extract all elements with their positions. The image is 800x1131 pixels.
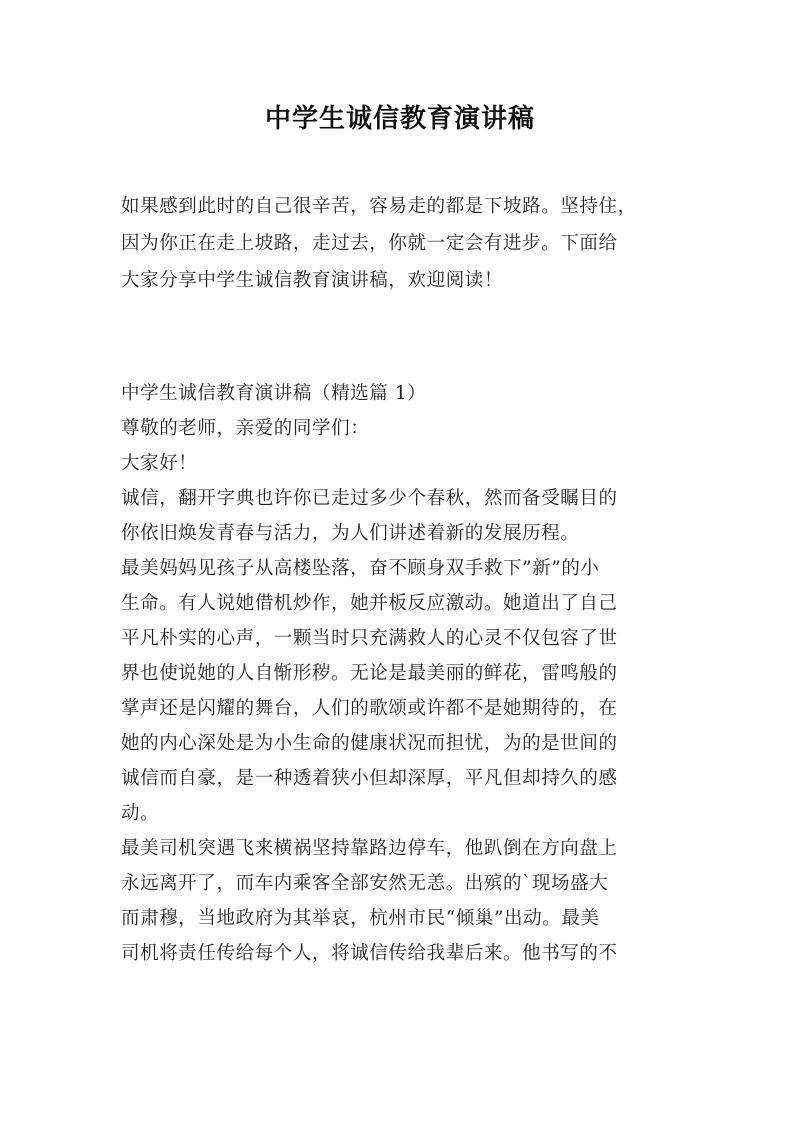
paragraph-line: 诚信而自豪，是一种透着狭小但却深厚，平凡但却持久的感 <box>121 768 618 789</box>
intro-paragraph <box>121 188 681 299</box>
paragraph-line: 司机将责任传给每个人，将诚信传给我辈后来。他书写的不 <box>121 943 618 964</box>
paragraph-line: 界也使说她的人自惭形秽。无论是最美丽的鲜花，雷鸣般的 <box>121 663 618 684</box>
greeting: 大家好！ <box>121 453 198 474</box>
speech-section <box>121 376 681 971</box>
paragraph-line: 永远离开了，而车内乘客全部安然无恙。出殡的`现场盛大 <box>121 873 609 894</box>
paragraph-line: 最美妈妈见孩子从高楼坠落，奋不顾身双手救下”新”的小 <box>121 558 600 579</box>
paragraph-line: 动。 <box>121 803 160 824</box>
paragraph-line: 而肃穆，当地政府为其举哀，杭州市民“倾巢”出动。最美 <box>121 908 600 929</box>
salutation: 尊敬的老师，亲爱的同学们： <box>121 418 370 439</box>
intro-line: 因为你正在走上坡路，走过去，你就一定会有进步。下面给 <box>121 233 618 254</box>
paragraph-line: 诚信，翻开字典也许你已走过多少个春秋，然而备受瞩目的 <box>121 488 618 509</box>
paragraph-line: 平凡朴实的心声，一颗当时只充满救人的心灵不仅包容了世 <box>121 628 618 649</box>
section-heading: 中学生诚信教育演讲稿（精选篇 1） <box>121 383 427 404</box>
paragraph-line: 你依旧焕发青春与活力，为人们讲述着新的发展历程。 <box>121 523 580 544</box>
paragraph-line: 最美司机突遇飞来横祸坚持靠路边停车，他趴倒在方向盘上 <box>121 838 618 859</box>
paragraph-line: 她的内心深处是为小生命的健康状况而担忧，为的是世间的 <box>121 733 618 754</box>
paragraph-line: 掌声还是闪耀的舞台，人们的歌颂或许都不是她期待的，在 <box>121 698 618 719</box>
paragraph-line: 生命。有人说她借机炒作，她并板反应激动。她道出了自己 <box>121 593 618 614</box>
intro-line: 如果感到此时的自己很辛苦，容易走的都是下坡路。坚持住， <box>121 196 637 217</box>
intro-line: 大家分享中学生诚信教育演讲稿，欢迎阅读！ <box>121 270 504 291</box>
document-title: 中学生诚信教育演讲稿 <box>264 104 535 134</box>
